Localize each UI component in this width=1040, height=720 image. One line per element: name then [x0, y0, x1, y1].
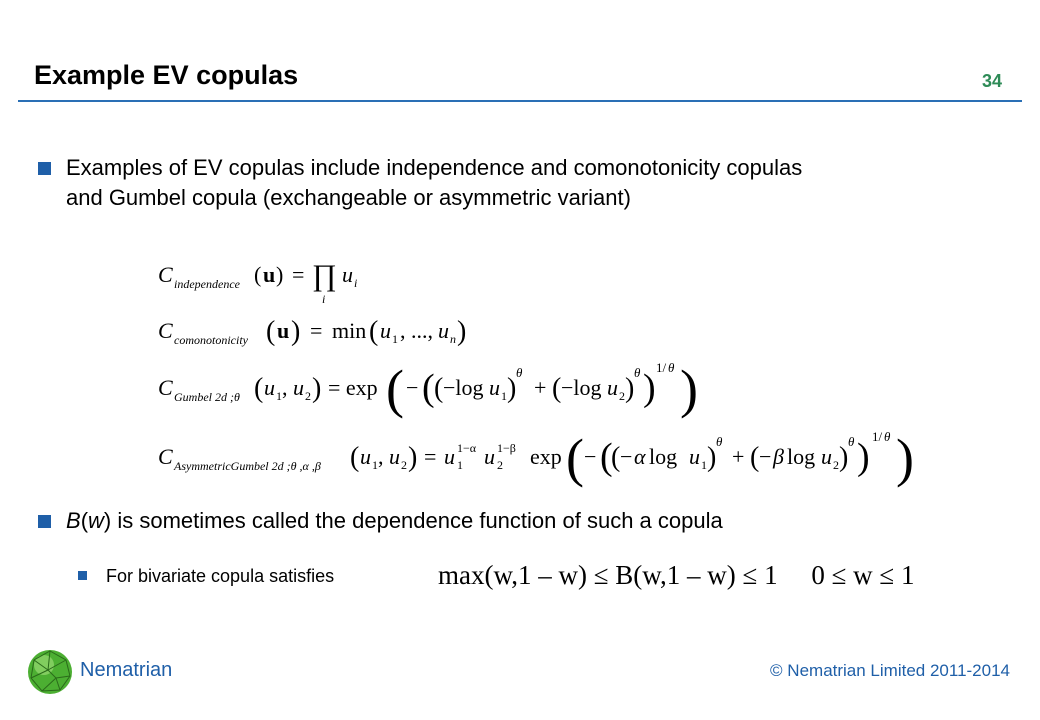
- svg-text:1/: 1/: [656, 360, 667, 375]
- svg-text:1−α: 1−α: [457, 441, 477, 455]
- svg-text:1: 1: [372, 458, 378, 472]
- svg-text:1: 1: [457, 458, 463, 472]
- svg-text:Gumbel 2d ;θ: Gumbel 2d ;θ: [174, 390, 240, 404]
- svg-text:(: (: [369, 316, 379, 347]
- svg-text:1: 1: [392, 332, 398, 346]
- svg-text:1−β: 1−β: [497, 441, 516, 455]
- svg-text:(: (: [434, 373, 444, 404]
- svg-text:=: =: [310, 318, 323, 343]
- svg-text:2: 2: [305, 389, 311, 403]
- svg-text:): ): [507, 373, 517, 404]
- bullet-marker: [38, 515, 51, 528]
- equation-asymmetric-gumbel: [158, 428, 914, 488]
- svg-text:(: (: [254, 373, 264, 404]
- svg-text:u: u: [293, 375, 304, 400]
- svg-text:C: C: [158, 444, 173, 469]
- svg-text:): ): [276, 262, 284, 287]
- svg-text:): ): [839, 442, 849, 473]
- svg-text:(: (: [611, 442, 621, 473]
- svg-text:α: α: [634, 444, 646, 469]
- svg-text:u: u: [342, 262, 353, 287]
- page-number: 34: [981, 71, 1002, 91]
- svg-text:(: (: [552, 373, 562, 404]
- svg-text:u: u: [689, 444, 700, 469]
- svg-text:): ): [457, 316, 467, 347]
- svg-text:n: n: [450, 332, 456, 346]
- svg-text:): ): [857, 436, 870, 478]
- svg-text:−: −: [759, 444, 772, 469]
- svg-text:+: +: [732, 444, 745, 469]
- w-symbol: w: [88, 508, 104, 533]
- svg-text:log: log: [787, 444, 816, 469]
- svg-text:θ: θ: [716, 434, 723, 449]
- svg-text:= exp: = exp: [328, 375, 378, 400]
- svg-text:u: u: [389, 444, 400, 469]
- svg-text:−: −: [584, 444, 597, 469]
- svg-text:): ): [625, 373, 635, 404]
- sub-bullet-text: For bivariate copula satisfies: [106, 566, 335, 586]
- svg-text:(: (: [422, 367, 435, 409]
- svg-text:u: u: [277, 318, 290, 343]
- bullet-text-1: [66, 153, 802, 213]
- svg-text:C: C: [158, 262, 173, 287]
- svg-text:u: u: [821, 444, 832, 469]
- equation-comonotonicity: [158, 316, 466, 347]
- svg-text:): ): [896, 428, 914, 488]
- svg-text:i: i: [322, 292, 326, 306]
- equation-independence: [158, 259, 357, 306]
- svg-text:∏: ∏: [312, 259, 337, 292]
- dependence-inequality: max(w,1 – w) ≤ B(w,1 – w) ≤ 1 0 ≤ w ≤ 1: [438, 560, 915, 590]
- svg-text:): ): [643, 367, 656, 409]
- svg-text:u: u: [263, 262, 276, 287]
- svg-text:): ): [312, 373, 322, 404]
- equation-gumbel: [158, 359, 698, 419]
- svg-text:comonotonicity: comonotonicity: [174, 333, 248, 347]
- svg-text:u: u: [438, 318, 449, 343]
- svg-text:(: (: [386, 359, 404, 419]
- svg-text:u: u: [360, 444, 371, 469]
- svg-text:u: u: [484, 444, 495, 469]
- svg-text:β: β: [773, 444, 784, 469]
- svg-text:θ: θ: [634, 365, 641, 380]
- svg-text:C: C: [158, 318, 173, 343]
- svg-text:u: u: [444, 444, 455, 469]
- svg-text:θ: θ: [516, 365, 523, 380]
- svg-text:, ...,: , ...,: [400, 318, 433, 343]
- svg-text:=: =: [292, 262, 305, 287]
- svg-text:θ: θ: [884, 429, 891, 444]
- svg-text:2: 2: [497, 458, 503, 472]
- svg-text:AsymmetricGumbel 2d ;θ ,α ,β: AsymmetricGumbel 2d ;θ ,α ,β: [174, 459, 321, 473]
- svg-text:,: ,: [378, 444, 384, 469]
- svg-text:−: −: [620, 444, 633, 469]
- bullet-1-line-2: and Gumbel copula (exchangeable or asymmetric variant): [66, 185, 631, 210]
- copula-equations: [150, 240, 940, 490]
- svg-text:u: u: [380, 318, 391, 343]
- svg-text:independence: independence: [174, 277, 240, 291]
- svg-text:log: log: [649, 444, 678, 469]
- svg-text:−: −: [406, 375, 419, 400]
- svg-text:(: (: [600, 436, 613, 478]
- svg-text:(: (: [254, 262, 262, 287]
- svg-text:i: i: [354, 276, 358, 290]
- svg-text:(: (: [566, 428, 584, 488]
- svg-text:u: u: [607, 375, 618, 400]
- svg-text:u: u: [264, 375, 275, 400]
- svg-text:min: min: [332, 318, 367, 343]
- b-symbol: B: [66, 508, 81, 533]
- svg-text:): ): [680, 359, 698, 419]
- svg-text:θ: θ: [848, 434, 855, 449]
- svg-text:1: 1: [276, 389, 282, 403]
- svg-text:2: 2: [833, 458, 839, 472]
- svg-text:,: ,: [282, 375, 288, 400]
- bullet-1-line-1: Examples of EV copulas include independence and comonotonicity copulas: [66, 155, 803, 180]
- svg-text:1/: 1/: [872, 429, 883, 444]
- svg-text:(: (: [750, 442, 760, 473]
- svg-text:): ): [291, 316, 301, 347]
- svg-text:−log: −log: [561, 375, 602, 400]
- svg-text:1: 1: [701, 458, 707, 472]
- title-divider: [18, 100, 1022, 102]
- svg-text:2: 2: [619, 389, 625, 403]
- svg-text:exp: exp: [530, 444, 562, 469]
- brand-name: Nematrian: [80, 659, 173, 681]
- svg-text:): ): [408, 442, 418, 473]
- svg-text:2: 2: [401, 458, 407, 472]
- nematrian-globe-icon: [26, 648, 74, 696]
- svg-text:u: u: [489, 375, 500, 400]
- svg-text:θ: θ: [668, 360, 675, 375]
- svg-text:(: (: [350, 442, 360, 473]
- copyright: © Nematrian Limited 2011-2014: [770, 661, 1010, 680]
- svg-text:+: +: [534, 375, 547, 400]
- slide-title: Example EV copulas: [34, 60, 299, 90]
- svg-text:1: 1: [501, 389, 507, 403]
- svg-text:C: C: [158, 375, 173, 400]
- bullet-2-rest: is sometimes called the dependence function of such a copula: [111, 508, 723, 533]
- svg-text:(: (: [266, 316, 276, 347]
- svg-text:−log: −log: [443, 375, 484, 400]
- bullet-text-2: B(w) is sometimes called the dependence function of such a copula: [66, 508, 723, 533]
- bullet-marker: [38, 162, 51, 175]
- svg-text:): ): [707, 442, 717, 473]
- svg-text:=: =: [424, 444, 437, 469]
- sub-bullet-marker: [78, 571, 87, 580]
